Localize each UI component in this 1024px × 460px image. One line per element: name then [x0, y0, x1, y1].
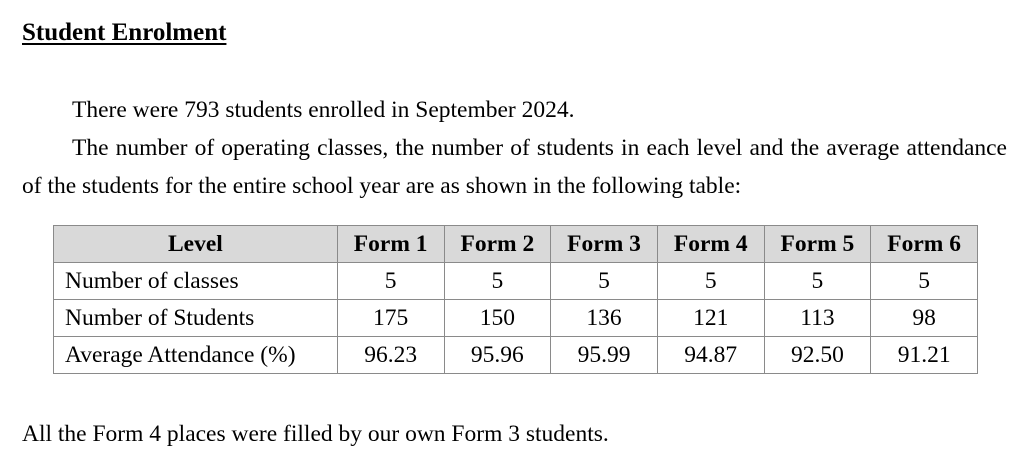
table-cell: 5	[337, 263, 444, 300]
table-cell: 150	[444, 300, 551, 337]
table-row-attendance	[54, 337, 978, 374]
table-cell: 96.23	[337, 337, 444, 374]
row-label: Number of classes	[54, 263, 338, 300]
table-cell: 5	[764, 263, 871, 300]
table-cell: 91.21	[871, 337, 978, 374]
table-cell: 98	[871, 300, 978, 337]
table-header-row	[54, 226, 978, 263]
header-form-3: Form 3	[551, 226, 658, 263]
footer-paragraph: All the Form 4 places were filled by our own Form 3 students.	[22, 421, 609, 447]
header-form-1: Form 1	[337, 226, 444, 263]
enrolment-paragraph: There were 793 students enrolled in September 2024.	[72, 97, 575, 123]
table-cell: 5	[551, 263, 658, 300]
row-label: Number of Students	[54, 300, 338, 337]
header-form-6: Form 6	[871, 226, 978, 263]
table-row-students	[54, 300, 978, 337]
header-form-2: Form 2	[444, 226, 551, 263]
table-row-classes	[54, 263, 978, 300]
header-form-5: Form 5	[764, 226, 871, 263]
table-cell: 92.50	[764, 337, 871, 374]
table-cell: 95.96	[444, 337, 551, 374]
row-label: Average Attendance (%)	[54, 337, 338, 374]
table-cell: 5	[444, 263, 551, 300]
table-cell: 136	[551, 300, 658, 337]
header-form-4: Form 4	[657, 226, 764, 263]
table-intro-paragraph: The number of operating classes, the number of students in each level and the average attendance of the students for the entire school year are as shown in the following table:	[22, 135, 1007, 199]
table-cell: 113	[764, 300, 871, 337]
table-cell: 94.87	[657, 337, 764, 374]
section-heading: Student Enrolment	[22, 19, 227, 46]
header-level: Level	[54, 226, 338, 263]
table-cell: 5	[657, 263, 764, 300]
table-cell: 175	[337, 300, 444, 337]
table-cell: 5	[871, 263, 978, 300]
table-cell: 95.99	[551, 337, 658, 374]
enrolment-table	[53, 225, 978, 374]
table-cell: 121	[657, 300, 764, 337]
